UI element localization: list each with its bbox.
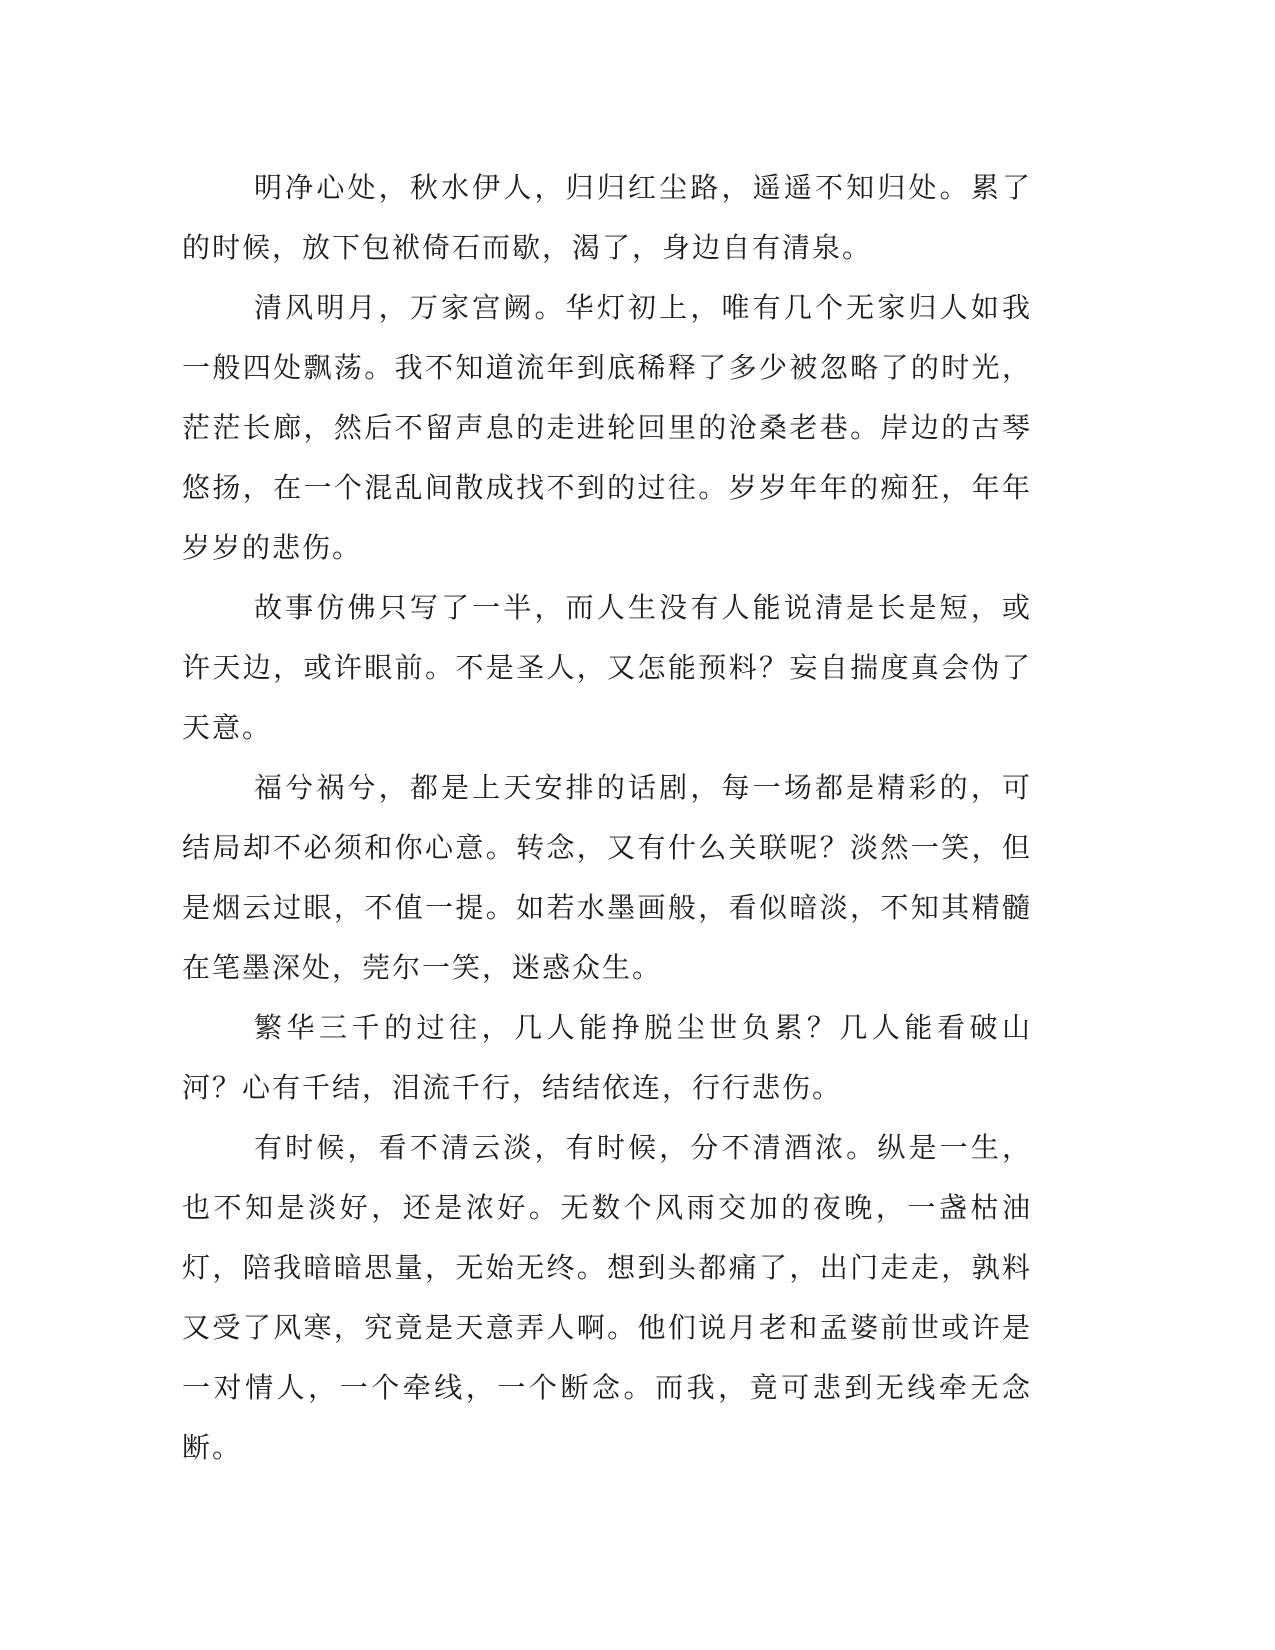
paragraph-2: 清风明月，万家宫阙。华灯初上，唯有几个无家归人如我一般四处飘荡。我不知道流年到底稀释了多少被忽略了的时光，茫茫长廊，然后不留声息的走进轮回里的沧桑老巷。岸边的古琴悠扬，在一个混乱间散成找不到的过往。岁岁年年的痴狂，年年岁岁的悲伤。	[182, 291, 1032, 564]
paragraph-1: 明净心处，秋水伊人，归归红尘路，遥遥不知归处。累了的时候，放下包袱倚石而歇，渴了，身边自有清泉。	[182, 171, 1032, 264]
paragraph-3: 故事仿佛只写了一半，而人生没有人能说清是长是短，或许天边，或许眼前。不是圣人，又怎能预料？妄自揣度真会伪了天意。	[182, 591, 1032, 744]
paragraph-4: 福兮祸兮，都是上天安排的话剧，每一场都是精彩的，可结局却不必须和你心意。转念，又有什么关联呢？淡然一笑，但是烟云过眼，不值一提。如若水墨画般，看似暗淡，不知其精髓在笔墨深处，莞尔一笑，迷惑众生。	[182, 771, 1032, 984]
paragraph-5: 繁华三千的过往，几人能挣脱尘世负累？几人能看破山河？心有千结，泪流千行，结结依连，行行悲伤。	[182, 1011, 1032, 1104]
document-body	[182, 158, 1032, 1478]
paragraph-6: 有时候，看不清云淡，有时候，分不清酒浓。纵是一生，也不知是淡好，还是浓好。无数个风雨交加的夜晚，一盏枯油灯，陪我暗暗思量，无始无终。想到头都痛了，出门走走，孰料又受了风寒，究竟是天意弄人啊。他们说月老和孟婆前世或许是一对情人，一个牵线，一个断念。而我，竟可悲到无线牵无念断。	[182, 1131, 1032, 1464]
